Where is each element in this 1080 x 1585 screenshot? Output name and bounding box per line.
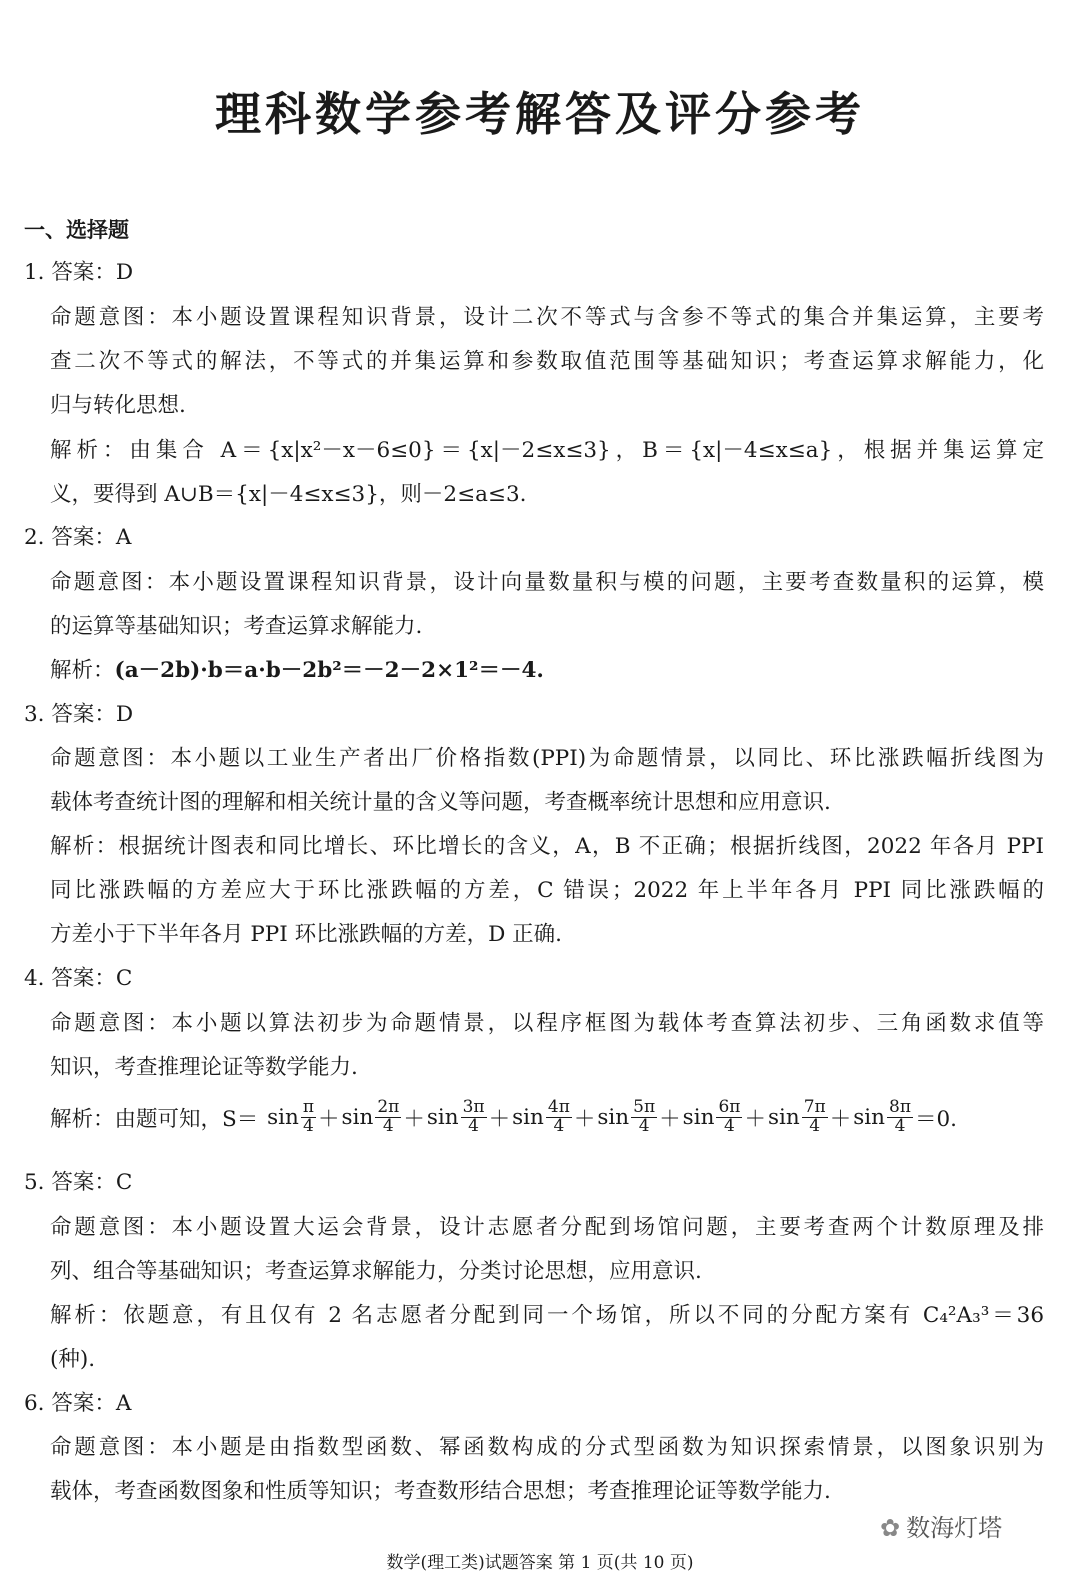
fraction-denominator: 4 [894, 1115, 906, 1136]
q1-intent-line: 命题意图：本小题设置课程知识背景，设计二次不等式与含参不等式的集合并集运算，主要考 [50, 305, 1044, 330]
fraction-numerator: 2π [377, 1097, 400, 1117]
sin-fraction [716, 1099, 742, 1136]
q3-analysis-line: 解析：根据统计图表和同比增长、环比增长的含义，A，B 不正确；根据折线图，2022 年各月 PPI [50, 834, 1044, 859]
sin-fraction [461, 1099, 487, 1136]
q2-intent-line: 命题意图：本小题设置课程知识背景，设计向量数量积与模的问题，主要考查数量积的运算，模 [50, 570, 1044, 595]
page-title: 理科数学参考解答及评分参考 [215, 87, 865, 141]
q6-intent-line: 载体，考查函数图象和性质等知识；考查数形结合思想；考查推理论证等数学能力. [50, 1479, 831, 1504]
sin-label: sin [853, 1104, 885, 1130]
q4-analysis [50, 1099, 957, 1136]
fraction-numerator: 7π [803, 1097, 826, 1117]
fraction-denominator: 4 [809, 1115, 821, 1136]
q2-answer: 2. 答案：A [24, 525, 132, 550]
sin-fraction [301, 1099, 316, 1136]
plus-sign: ＋ [403, 1106, 425, 1132]
watermark [880, 1508, 1002, 1543]
q5-analysis-line: 解析：依题意，有且仅有 2 名志愿者分配到同一个场馆，所以不同的分配方案有 C₄²A₃³＝36 [50, 1303, 1044, 1328]
q3-analysis-line: 同比涨跌幅的方差应大于环比涨跌幅的方差，C 错误；2022 年上半年各月 PPI 同比涨跌幅的 [50, 878, 1044, 903]
q1-analysis-line: 解析：由集合 A＝{x|x²－x－6≤0}＝{x|－2≤x≤3}，B＝{x|－4≤x≤a}，根据并集运算定 [50, 438, 1044, 463]
watermark-text: 数海灯塔 [906, 1514, 1003, 1542]
sin-label: sin [767, 1104, 800, 1130]
sin-label: sin [267, 1104, 299, 1130]
q1-intent-line: 查二次不等式的解法，不等式的并集运算和参数取值范围等基础知识；考查运算求解能力，化 [50, 349, 1044, 374]
q4-analysis-prefix: 解析：由题可知，S＝ [50, 1106, 259, 1132]
plus-sign: ＋ [829, 1106, 852, 1132]
sin-label: sin [512, 1104, 544, 1130]
sin-fraction [375, 1099, 401, 1136]
fraction-numerator: 5π [633, 1097, 656, 1117]
sin-fraction [887, 1099, 913, 1136]
q3-intent-line: 载体考查统计图的理解和相关统计量的含义等问题，考查概率统计思想和应用意识. [50, 790, 831, 815]
q5-analysis-line: (种). [50, 1347, 96, 1372]
q1-intent-line: 归与转化思想. [50, 393, 186, 418]
sin-fraction [631, 1099, 657, 1136]
q2-analysis [50, 660, 544, 682]
fraction-denominator: 4 [553, 1115, 565, 1136]
sin-label: sin [597, 1104, 630, 1130]
q2-analysis-formula: (a－2b)·b＝a·b－2b²＝－2－2×1²＝－4. [114, 658, 544, 683]
fraction-numerator: 3π [462, 1097, 485, 1117]
fraction-denominator: 4 [468, 1115, 479, 1136]
q4-intent-line: 知识，考查推理论证等数学能力. [50, 1055, 358, 1080]
q5-intent-line: 列、组合等基础知识；考查运算求解能力，分类讨论思想，应用意识. [50, 1259, 702, 1284]
sin-label: sin [682, 1104, 715, 1130]
wechat-icon: ✿ [880, 1514, 901, 1542]
sum-result: ＝0. [915, 1106, 958, 1132]
q3-intent-line: 命题意图：本小题以工业生产者出厂价格指数(PPI)为命题情景，以同比、环比涨跌幅折线图为 [50, 746, 1044, 771]
section-heading: 一、选择题 [24, 218, 129, 242]
q5-intent-line: 命题意图：本小题设置大运会背景，设计志愿者分配到场馆问题，主要考查两个计数原理及排 [50, 1215, 1044, 1240]
q4-answer: 4. 答案：C [24, 966, 133, 991]
plus-sign: ＋ [488, 1106, 511, 1132]
q1-analysis-line: 义，要得到 A∪B＝{x|－4≤x≤3}，则－2≤a≤3. [50, 482, 527, 507]
sin-fraction [546, 1099, 572, 1136]
plus-sign: ＋ [318, 1106, 340, 1132]
q6-intent-line: 命题意图：本小题是由指数型函数、幂函数构成的分式型函数为知识探索情景，以图象识别为 [50, 1435, 1044, 1460]
fraction-numerator: π [302, 1097, 315, 1117]
q3-answer: 3. 答案：D [24, 702, 134, 727]
q4-intent-line: 命题意图：本小题以算法初步为命题情景，以程序框图为载体考查算法初步、三角函数求值等 [50, 1011, 1044, 1036]
sin-fraction [802, 1099, 828, 1136]
q2-analysis-prefix: 解析： [50, 658, 115, 683]
page-footer: 数学(理工类)试题答案 第 1 页(共 10 页) [386, 1553, 694, 1573]
q3-analysis-line: 方差小于下半年各月 PPI 环比涨跌幅的方差，D 正确. [50, 922, 563, 947]
fraction-numerator: 6π [718, 1097, 741, 1117]
sin-label: sin [426, 1104, 459, 1130]
sin-label: sin [341, 1104, 374, 1130]
q1-answer: 1. 答案：D [24, 260, 134, 285]
plus-sign: ＋ [573, 1106, 596, 1132]
q6-answer: 6. 答案：A [24, 1391, 132, 1416]
fraction-denominator: 4 [382, 1115, 394, 1136]
fraction-denominator: 4 [638, 1115, 650, 1136]
q5-answer: 5. 答案：C [24, 1170, 133, 1195]
plus-sign: ＋ [744, 1106, 766, 1132]
q2-intent-line: 的运算等基础知识；考查运算求解能力. [50, 614, 423, 639]
fraction-numerator: 4π [547, 1097, 570, 1117]
fraction-denominator: 4 [303, 1115, 314, 1136]
fraction-denominator: 4 [724, 1115, 735, 1136]
plus-sign: ＋ [659, 1106, 681, 1132]
fraction-numerator: 8π [889, 1097, 911, 1117]
